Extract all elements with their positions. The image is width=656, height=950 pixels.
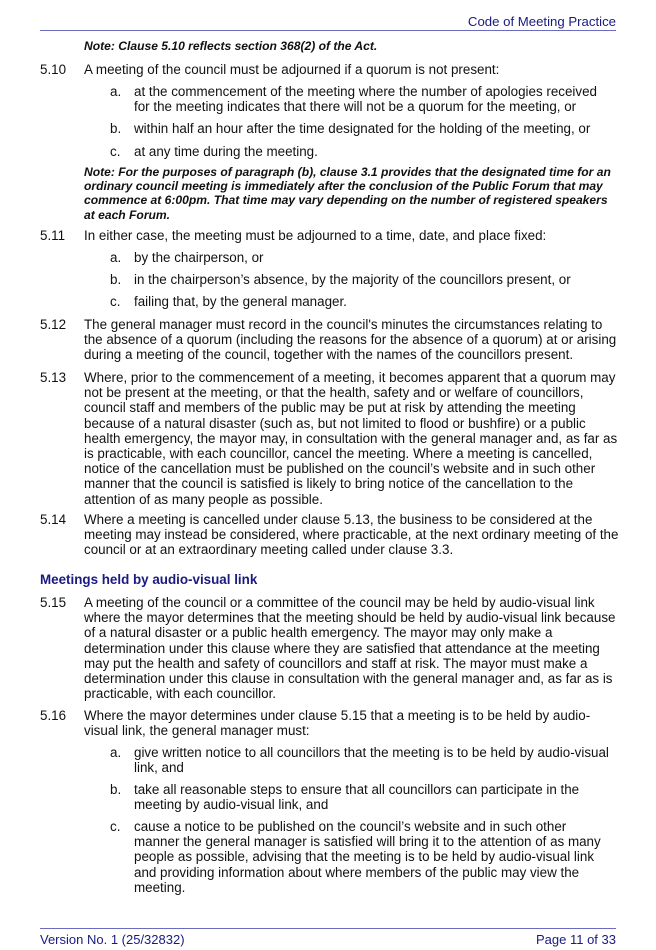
clause-number: 5.16	[40, 708, 67, 723]
clause-5-11	[40, 228, 620, 243]
clause-text: Where the mayor determines under clause 5.15 that a meeting is to be held by audio-visual link, the general manager must:	[84, 708, 591, 739]
list-item-letter: a.	[110, 250, 122, 265]
clause-text: Where a meeting is cancelled under clause 5.13, the business to be considered at the meeting may instead be considered, where practicable, at the next ordinary meeting of the council or at an extraordinary meeting called under clause 3.3.	[84, 512, 619, 558]
clause-text: Where, prior to the commencement of a meeting, it becomes apparent that a quorum may not be present at the meeting, or that the health, safety and or welfare of councillors, council staff and members of the public may be put at risk by attending the meeting because of a natural disaster (such as, but not limited to flood or bushfire) or a public health emergency, the mayor may, in consultation with the general manager and, as far as is practicable, with each councillor, cancel the meeting. Where a meeting is cancelled, notice of the cancellation must be published on the council’s website and in such other manner that the council is satisfied is likely to bring notice of the cancellation to the attention of as many people as possible.	[84, 370, 618, 507]
clause-5-10	[40, 62, 620, 77]
list-item	[110, 250, 615, 265]
list-item-letter: c.	[110, 294, 121, 309]
clause-number: 5.14	[40, 512, 67, 527]
list-item	[110, 121, 615, 136]
clause-5-13	[40, 370, 620, 507]
list-item-text: at any time during the meeting.	[134, 144, 318, 159]
clause-5-16	[40, 708, 620, 738]
clause-text: A meeting of the council or a committee of the council may be held by audio-visual link where the mayor determines that the meeting should be held by audio-visual link because of a natural disaster or a public health emergency. The mayor may only make a determination under this clause where they are satisfied that attendance at the meeting may put the health and safety of councillors and staff at risk. The mayor must make a determination under this clause in consultation with the general manager and, as far as is practicable, with each councillor.	[84, 595, 616, 702]
list-item-letter: b.	[110, 782, 122, 797]
list-item-text: by the chairperson, or	[134, 250, 264, 265]
list-item	[110, 294, 615, 309]
clause-text: In either case, the meeting must be adjourned to a time, date, and place fixed:	[84, 228, 547, 243]
list-item-text: take all reasonable steps to ensure that all councillors can participate in the meeting by audio-visual link, and	[134, 782, 580, 813]
list-item-letter: b.	[110, 272, 122, 287]
note-paragraph-b: Note: For the purposes of paragraph (b), clause 3.1 provides that the designated time for an ordinary council meeting is immediately after the conclusion of the Public Forum that may commence at 6:00pm. That time may vary depending on the number of registered speakers at each Forum.	[84, 165, 611, 222]
list-item-text: failing that, by the general manager.	[134, 294, 347, 309]
list-item-letter: a.	[110, 745, 122, 760]
list-item	[110, 782, 615, 812]
note-clause-5-10: Note: Clause 5.10 reflects section 368(2) of the Act.	[84, 39, 378, 53]
header-divider	[40, 30, 616, 31]
clause-number: 5.13	[40, 370, 67, 385]
document-title: Code of Meeting Practice	[467, 14, 616, 29]
clause-number: 5.12	[40, 317, 67, 332]
clause-text: A meeting of the council must be adjourned if a quorum is not present:	[84, 62, 500, 77]
clause-5-12	[40, 317, 620, 363]
section-heading: Meetings held by audio-visual link	[40, 572, 258, 587]
list-item-letter: c.	[110, 144, 121, 159]
list-item-text: at the commencement of the meeting where the number of apologies received for the meeting indicates that there will not be a quorum for the meeting, or	[134, 84, 597, 115]
clause-number: 5.11	[40, 228, 66, 243]
list-item-text: give written notice to all councillors that the meeting is to be held by audio-visual link, and	[134, 745, 609, 776]
list-item-text: in the chairperson’s absence, by the majority of the councillors present, or	[134, 272, 571, 287]
clause-text: The general manager must record in the council's minutes the circumstances relating to the absence of a quorum (including the reasons for the absence of a quorum) at or arising during a meeting of the council, together with the names of the councillors present.	[84, 317, 617, 363]
clause-number: 5.15	[40, 595, 67, 610]
list-item-letter: b.	[110, 121, 122, 136]
list-item	[110, 745, 615, 775]
list-item	[110, 84, 615, 114]
clause-5-15	[40, 595, 620, 701]
page-number: Page 11 of 33	[536, 932, 616, 947]
list-item	[110, 144, 615, 159]
list-item-letter: a.	[110, 84, 122, 99]
list-item-text: within half an hour after the time designated for the holding of the meeting, or	[134, 121, 591, 136]
footer-divider	[40, 928, 616, 929]
list-item-text: cause a notice to be published on the council’s website and in such other manner the general manager is satisfied will bring it to the attention of as many people as possible, advising that the meeting is to be held by audio-visual link and providing information about where members of the public may view the meeting.	[134, 819, 601, 895]
list-item-letter: c.	[110, 819, 121, 834]
clause-number: 5.10	[40, 62, 67, 77]
version-number: Version No. 1 (25/32832)	[40, 932, 185, 947]
list-item	[110, 819, 615, 895]
list-item	[110, 272, 615, 287]
clause-5-14	[40, 512, 620, 558]
